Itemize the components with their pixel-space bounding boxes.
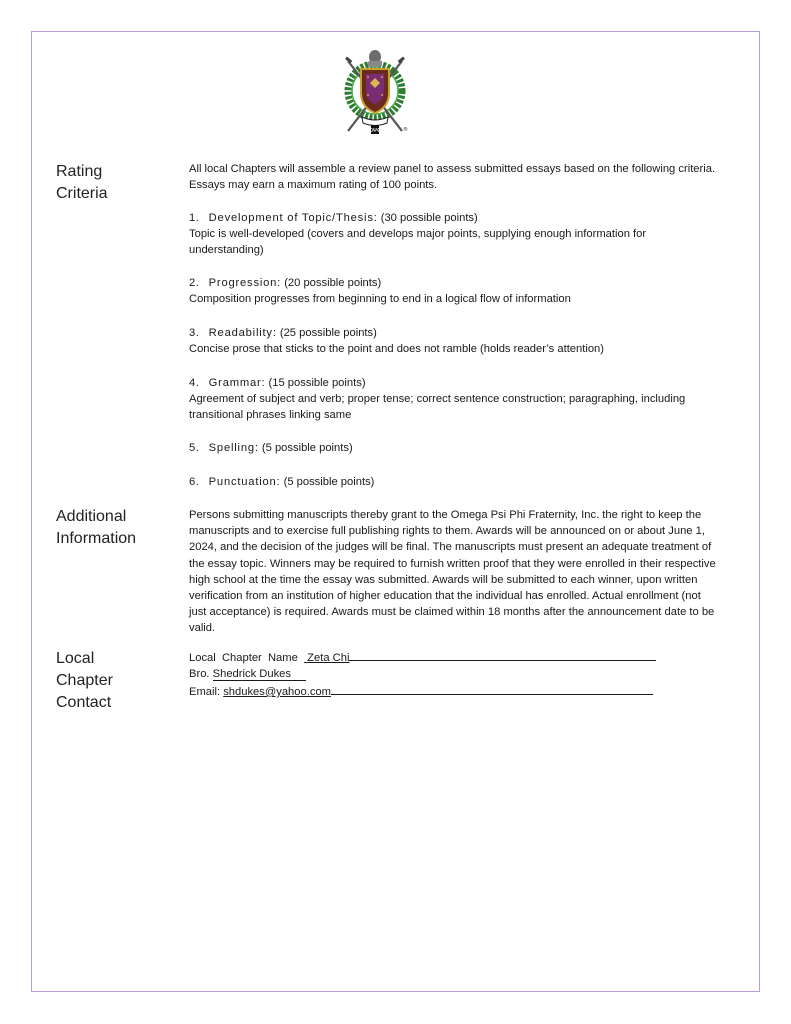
criterion-5 xyxy=(189,440,719,456)
local-chapter-contact-label xyxy=(56,648,113,714)
criterion-title: Punctuation: xyxy=(208,476,281,488)
criterion-description: Composition progresses from beginning to end in a logical flow of information xyxy=(189,293,571,306)
criterion-title: Grammar: xyxy=(208,377,266,389)
contact-label-line3: Contact xyxy=(56,694,112,711)
fraternity-crest-logo xyxy=(342,47,408,139)
criterion-number: 5. xyxy=(189,442,200,454)
criterion-number: 1. xyxy=(189,212,200,224)
rating-label-line1: Rating xyxy=(56,163,103,180)
criterion-number: 2. xyxy=(189,277,200,289)
criterion-number: 6. xyxy=(189,476,200,488)
brother-name-value: Shedrick Dukes xyxy=(213,668,306,681)
criterion-title: Development of Topic/Thesis: xyxy=(208,212,378,224)
trademark-symbol: ® xyxy=(403,127,408,133)
criterion-6 xyxy=(189,474,719,490)
rating-label-line2: Criteria xyxy=(56,185,108,202)
brother-line xyxy=(189,666,306,682)
rating-intro: All local Chapters will assemble a review panel to assess submitted essays based on the following criteria. Essays may earn a maximum rating of 100 points. xyxy=(189,163,716,192)
criterion-2 xyxy=(189,275,719,307)
criterion-title: Progression: xyxy=(208,277,282,289)
criterion-points: (15 possible points) xyxy=(268,377,366,389)
rating-criteria-label xyxy=(56,161,108,205)
chapter-name-line xyxy=(189,649,656,666)
criterion-points: (30 possible points) xyxy=(380,212,478,224)
additional-label-line2: Information xyxy=(56,530,137,547)
criterion-description: Concise prose that sticks to the point and does not ramble (holds reader’s attention) xyxy=(189,343,605,356)
additional-information-body: Persons submitting manuscripts thereby grant to the Omega Psi Phi Fraternity, Inc. the right to keep the manuscripts and to exercise full publishing rights to them. Awards will be announced on or about June 1, 2024, and the decision of the judges will be final. The manuscripts must present an adequate treatment of the essay topic. Winners may be required to furnish written proof that they were enrolled in their respective high school at the time the essay was submitted. Awards will be submitted to each winner, upon written verification from an institution of higher education that the individual has enrolled. Actual enrollment (not just acceptance) is required. Awards must be claimed within 18 months after the announcement date to be valid. xyxy=(189,509,716,635)
criterion-points: (5 possible points) xyxy=(283,476,375,488)
criterion-title: Spelling: xyxy=(208,442,259,454)
crest-mark-text: ΩΨΦ xyxy=(369,128,381,134)
criterion-description: Agreement of subject and verb; proper tense; correct sentence construction; paragraphing, including transitional phrases linking same xyxy=(189,393,686,422)
criterion-description: Topic is well-developed (covers and develops major points, supplying enough information for understanding) xyxy=(189,228,647,257)
brother-label: Bro. xyxy=(189,668,213,680)
criterion-title: Readability: xyxy=(208,327,277,339)
criterion-1 xyxy=(189,210,719,259)
chapter-name-label: Local Chapter Name xyxy=(189,652,305,664)
additional-label-line1: Additional xyxy=(56,508,127,525)
criterion-points: (25 possible points) xyxy=(279,327,377,339)
email-blank xyxy=(331,683,653,695)
criterion-points: (20 possible points) xyxy=(284,277,382,289)
email-label: Email: xyxy=(189,686,224,698)
criterion-number: 3. xyxy=(189,327,200,339)
contact-label-line1: Local xyxy=(56,650,95,667)
contact-label-line2: Chapter xyxy=(56,672,113,689)
criterion-4 xyxy=(189,375,719,424)
chapter-name-blank xyxy=(349,649,656,661)
criterion-points: (5 possible points) xyxy=(261,442,353,454)
email-value: shdukes@yahoo.com xyxy=(223,686,331,698)
additional-information-label xyxy=(56,506,136,550)
email-line xyxy=(189,683,653,700)
criterion-number: 4. xyxy=(189,377,200,389)
criterion-3 xyxy=(189,325,719,357)
chapter-name-value: Zeta Chi xyxy=(307,652,350,664)
